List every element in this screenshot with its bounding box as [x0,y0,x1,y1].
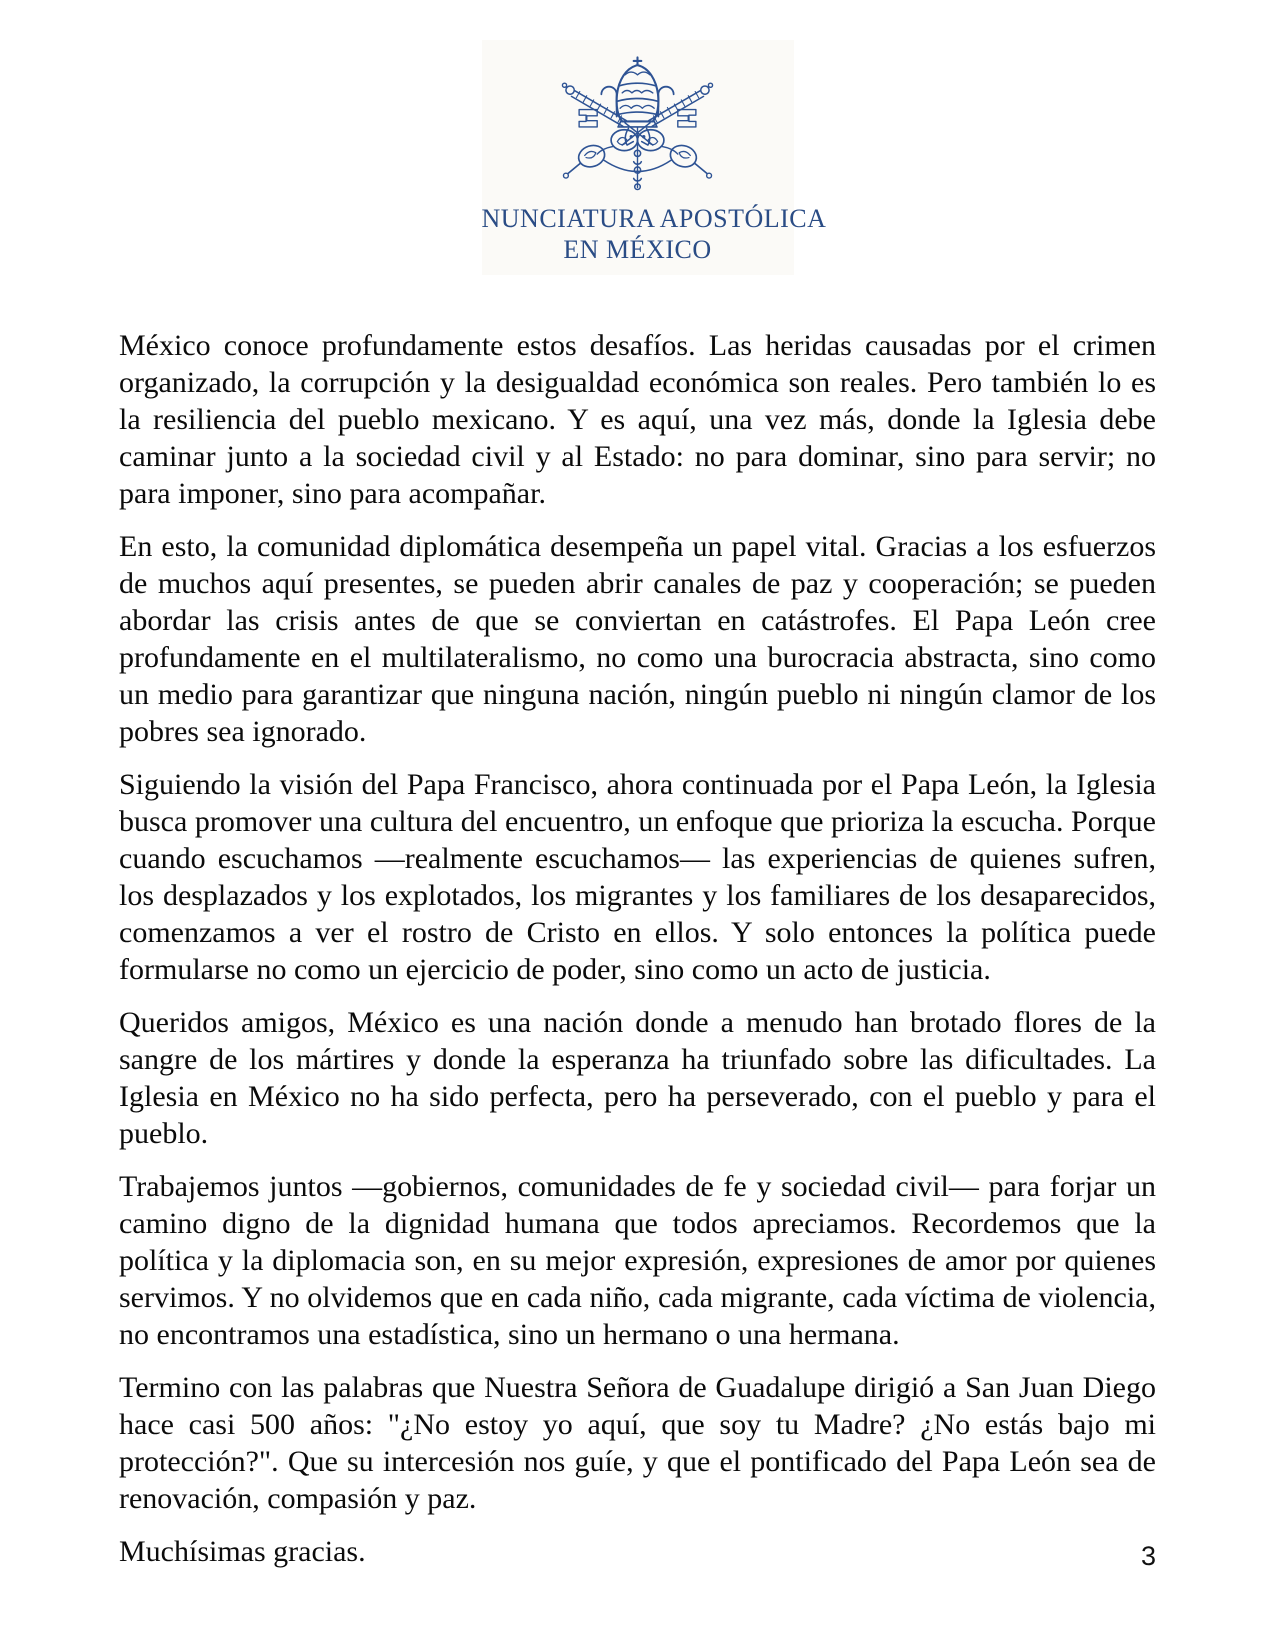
paragraph: México conoce profundamente estos desafíos. Las heridas causadas por el crimen organizado, la corrupción y la desigualdad económica son reales. Pero también lo es la resiliencia del pueblo mexicano. Y es aquí, una vez más, donde la Iglesia debe caminar junto a la sociedad civil y al Estado: no para dominar, sino para servir; no para imponer, sino para acompañar. [119,329,1156,510]
paragraph: Trabajemos juntos —gobiernos, comunidades de fe y sociedad civil— para forjar un camino digno de la dignidad humana que todos apreciamos. Recordemos que la política y la diplomacia son, en su mejor expresión, expresiones de amor por quienes servimos. Y no olvidemos que en cada niño, cada migrante, cada víctima de violencia, no encontramos una estadística, sino un hermano o una hermana. [119,1170,1156,1351]
page-number: 3 [1140,1541,1156,1571]
letterhead [0,0,1275,275]
paragraph: Queridos amigos, México es una nación donde a menudo han brotado flores de la sangre de los mártires y donde la esperanza ha triunfado sobre las dificultades. La Iglesia en México no ha sido perfecta, pero ha perseverado, con el pueblo y para el pueblo. [119,1006,1156,1150]
papal-tiara-crossed-keys-emblem-icon [547,54,728,193]
speech-body [119,327,1156,1570]
letterhead-logo-block [481,40,827,275]
org-name-line2: EN MÉXICO [563,235,712,264]
paragraph: Termino con las palabras que Nuestra Señora de Guadalupe dirigió a San Juan Diego hace casi 500 años: "¿No estoy yo aquí, que soy tu Madre? ¿No estás bajo mi protección?". Que su intercesión nos guíe, y que el pontificado del Papa León sea de renovación, compasión y paz. [119,1371,1156,1515]
paragraph: Siguiendo la visión del Papa Francisco, ahora continuada por el Papa León, la Iglesia busca promover una cultura del encuentro, un enfoque que prioriza la escucha. Porque cuando escuchamos —realmente escuchamos— las experiencias de quienes sufren, los desplazados y los explotados, los migrantes y los familiares de los desaparecidos, comenzamos a ver el rostro de Cristo en ellos. Y solo entonces la política puede formularse no como un ejercicio de poder, sino como un acto de justicia. [119,768,1156,986]
paragraph: En esto, la comunidad diplomática desempeña un papel vital. Gracias a los esfuerzos de muchos aquí presentes, se pueden abrir canales de paz y cooperación; se pueden abordar las crisis antes de que se conviertan en catástrofes. El Papa León cree profundamente en el multilateralismo, no como una burocracia abstracta, sino como un medio para garantizar que ninguna nación, ningún pueblo ni ningún clamor de los pobres sea ignorado. [119,530,1156,748]
org-name-line1: NUNCIATURA APOSTÓLICA [481,204,827,233]
paragraph: Muchísimas gracias. [119,1535,366,1568]
